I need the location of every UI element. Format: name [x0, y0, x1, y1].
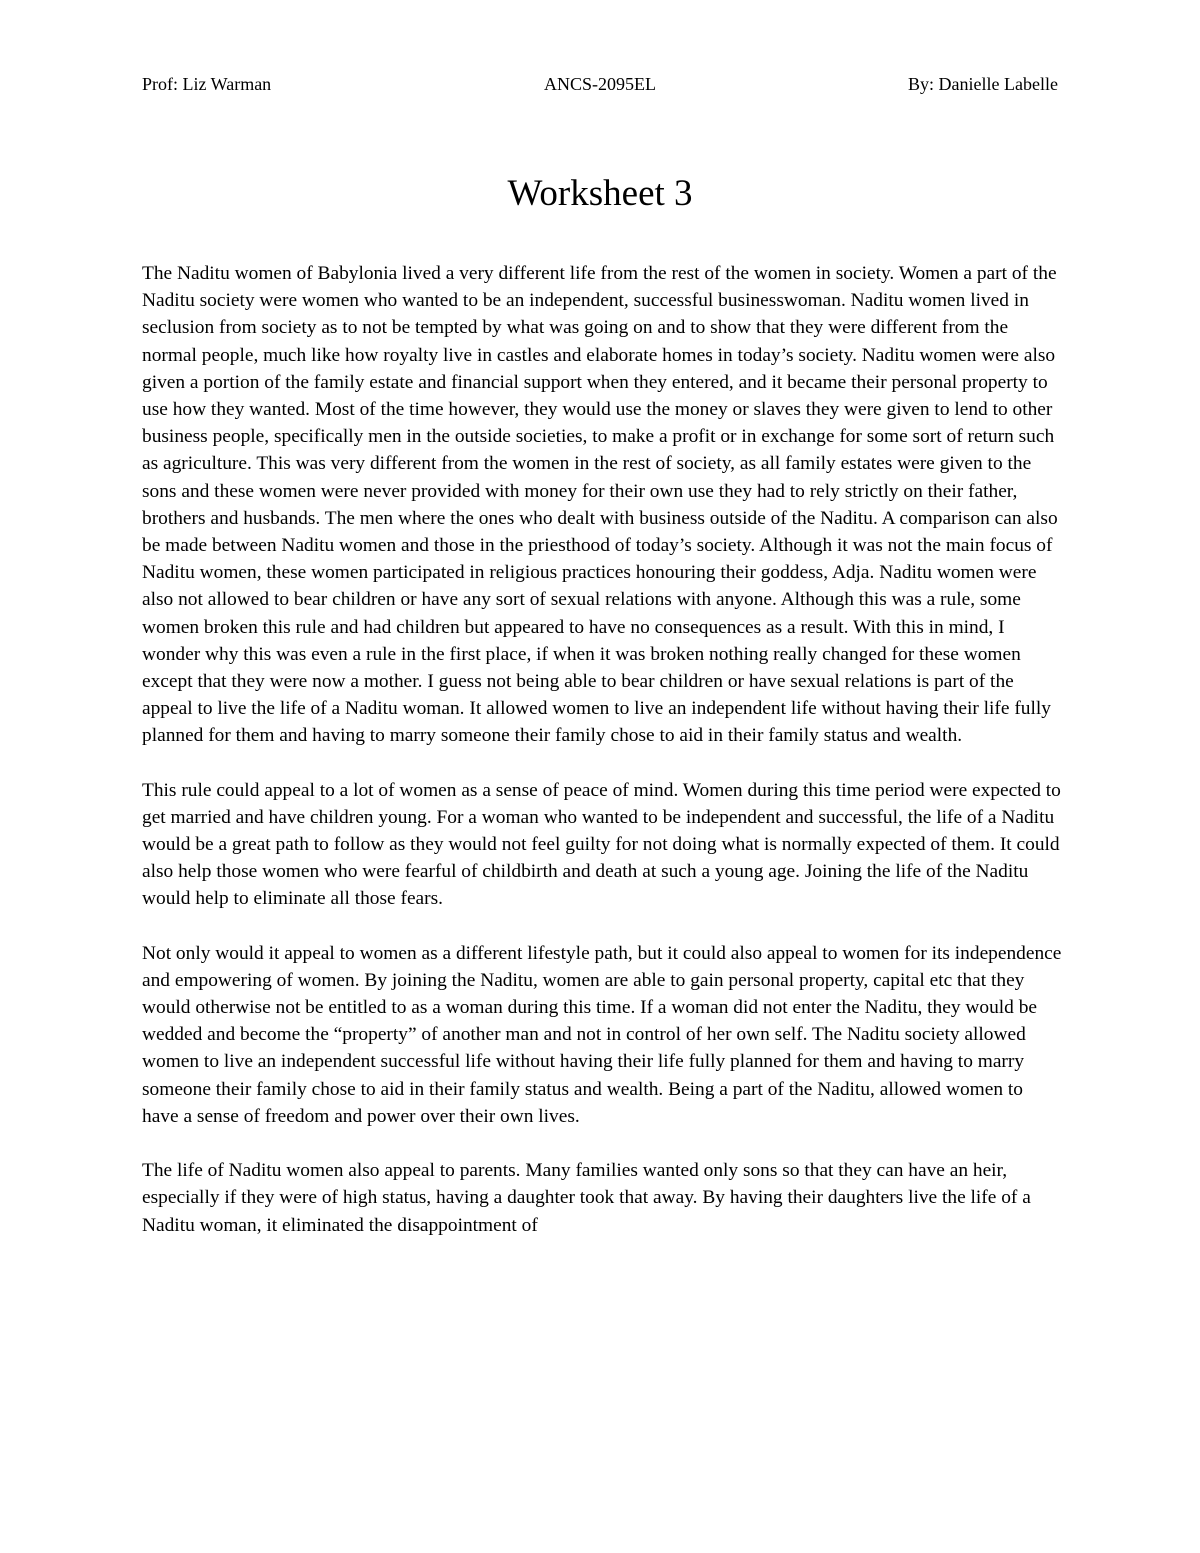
header-course-code: ANCS-2095EL — [544, 74, 656, 94]
header-professor: Prof: Liz Warman — [142, 74, 272, 94]
paragraph-2: This rule could appeal to a lot of women as a sense of peace of mind. Women during this time period were expected to get married and have children young. For a woman who wanted to be independent and successful, the life of a Naditu would be a great path to follow as they would not feel guilty for not doing what is normally expected of them. It could also help those women who were fearful of childbirth and death at such a young age. Joining the life of the Naditu would help to eliminate all those fears. — [142, 779, 1061, 910]
page-header — [142, 72, 1058, 96]
paragraph-3: Not only would it appeal to women as a different lifestyle path, but it could also appeal to women for its independence and empowering of women. By joining the Naditu, women are able to gain personal property, capital etc that they would otherwise not be entitled to as a woman during this time. If a woman did not enter the Naditu, they would be wedded and become the “property” of another man and not in control of her own self. The Naditu society allowed women to live an independent successful life without having their life fully planned for them and having to marry someone their family chose to aid in their family status and wealth. Being a part of the Naditu, allowed women to have a sense of freedom and power over their own lives. — [142, 942, 1062, 1127]
document-title: Worksheet 3 — [507, 173, 693, 214]
header-author: By: Danielle Labelle — [908, 74, 1058, 94]
paragraph-1: The Naditu women of Babylonia lived a very different life from the rest of the women in society. Women a part of the Naditu society were women who wanted to be an independent, successful businesswoman. Naditu women lived in seclusion from society as to not be tempted by what was going on and to show that they were different from the normal people, much like how royalty live in castles and elaborate homes in today’s society. Naditu women were also given a portion of the family estate and financial support when they entered, and it became their personal property to use how they wanted. Most of the time however, they would use the money or slaves they were given to lend to other business people, specifically men in the outside societies, to make a profit or in exchange for some sort of return such as agriculture. This was very different from the women in the rest of society, as all family estates were given to the sons and these women were never provided with money for their own use they had to rely strictly on their father, brothers and husbands. The men where the ones who dealt with business outside of the Naditu. A comparison can also be made between Naditu women and those in the priesthood of today’s society. Although it was not the main focus of Naditu women, these women participated in religious practices honouring their goddess, Adja. Naditu women were also not allowed to bear children or have any sort of sexual relations with anyone. Although this was a rule, some women broken this rule and had children but appeared to have no consequences as a result. With this in mind, I wonder why this was even a rule in the first place, if when it was broken nothing really changed for these women except that they were now a mother. I guess not being able to bear children or have sexual relations is part of the appeal to live the life of a Naditu woman. It allowed women to live an independent life without having their life fully planned for them and having to marry someone their family chose to aid in their family status and wealth. — [142, 263, 1058, 747]
paragraph-4: The life of Naditu women also appeal to parents. Many families wanted only sons so that they can have an heir, especially if they were of high status, having a daughter took that away. By having their daughters live the life of a Naditu woman, it eliminated the disappointment of — [142, 1160, 1031, 1236]
document-body — [142, 260, 1064, 1266]
